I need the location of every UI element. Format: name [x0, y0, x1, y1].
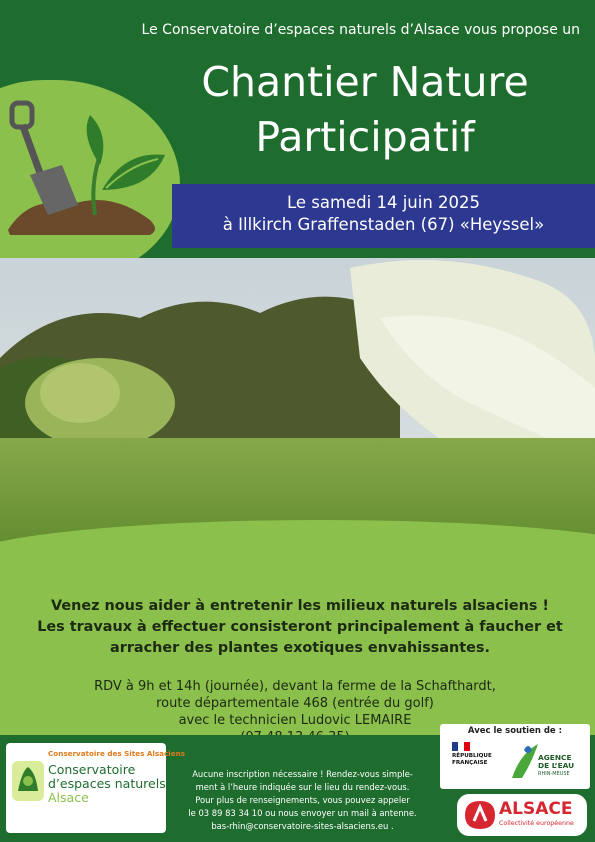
support-box	[440, 724, 590, 789]
alsace-name: ALSACE	[499, 799, 573, 819]
alsace-emblem-icon	[463, 799, 497, 831]
alsace-subtitle: Collectivité européenne	[499, 820, 574, 827]
footer-line-4: le 03 89 83 34 10 ou nous envoyer un mail à antenne.	[188, 808, 417, 818]
footer-info	[170, 768, 435, 833]
cta-line-3: arracher des plantes exotiques envahissantes.	[110, 640, 490, 656]
cta-line-2: Les travaux à effectuer consisteront principalement à faucher et	[37, 619, 563, 635]
republique-line-2: FRANÇAISE	[452, 760, 488, 766]
call-to-action	[20, 596, 580, 659]
rdv-line-1: RDV à 9h et 14h (journée), devant la ferme de la Schafthardt,	[94, 679, 496, 694]
agence-line-1: AGENCE	[538, 753, 572, 762]
cta-line-1: Venez nous aider à entretenir les milieux naturels alsaciens !	[51, 598, 549, 614]
cen-name	[48, 763, 166, 805]
footer-email[interactable]: bas-rhin@conservatoire-sites-alsaciens.eu .	[211, 821, 394, 831]
support-label: Avec le soutien de :	[467, 726, 563, 736]
title-line-1: Chantier Nature	[201, 58, 529, 106]
meadow-photo	[0, 258, 595, 558]
cen-small-label: Conservatoire des Sites Alsaciens	[48, 749, 186, 758]
date-text: Le samedi 14 juin 2025	[286, 193, 481, 212]
intro-text: Le Conservatoire d’espaces naturels d’Alsace vous propose un	[141, 22, 580, 38]
title-line-2: Participatif	[255, 113, 475, 161]
footer-line-3: Pour plus de renseignements, vous pouvez appeler	[195, 795, 410, 805]
alsace-logo	[457, 794, 587, 836]
agence-line-3: RHIN-MEUSE	[538, 771, 570, 777]
agence-eau-icon	[510, 740, 540, 780]
date-location-band	[172, 184, 595, 248]
republique-line-1: RÉPUBLIQUE	[452, 753, 492, 759]
cen-name-line-2: d’espaces naturels	[48, 776, 166, 791]
page-title	[175, 55, 555, 165]
location-text: à Illkirch Graffenstaden (67) «Heyssel»	[222, 215, 545, 234]
rdv-line-2: route départementale 468 (entrée du golf)	[156, 696, 434, 711]
agence-eau-logo	[538, 754, 574, 778]
rdv-line-3: avec le technicien Ludovic LEMAIRE	[178, 713, 412, 728]
footer-line-2: ment à l’heure indiquée sur le lieu du rendez-vous.	[195, 782, 410, 792]
cen-name-line-3: Alsace	[48, 790, 89, 805]
republique-logo	[452, 753, 492, 767]
cen-emblem-icon	[12, 761, 44, 801]
cen-logo	[6, 743, 186, 833]
cen-name-line-1: Conservatoire	[48, 762, 136, 777]
french-flag-icon	[452, 742, 470, 751]
agence-line-2: DE L’EAU	[538, 761, 575, 770]
shovel-plant-icon	[0, 95, 170, 240]
footer-line-1: Aucune inscription nécessaire ! Rendez-vous simple-	[192, 769, 413, 779]
